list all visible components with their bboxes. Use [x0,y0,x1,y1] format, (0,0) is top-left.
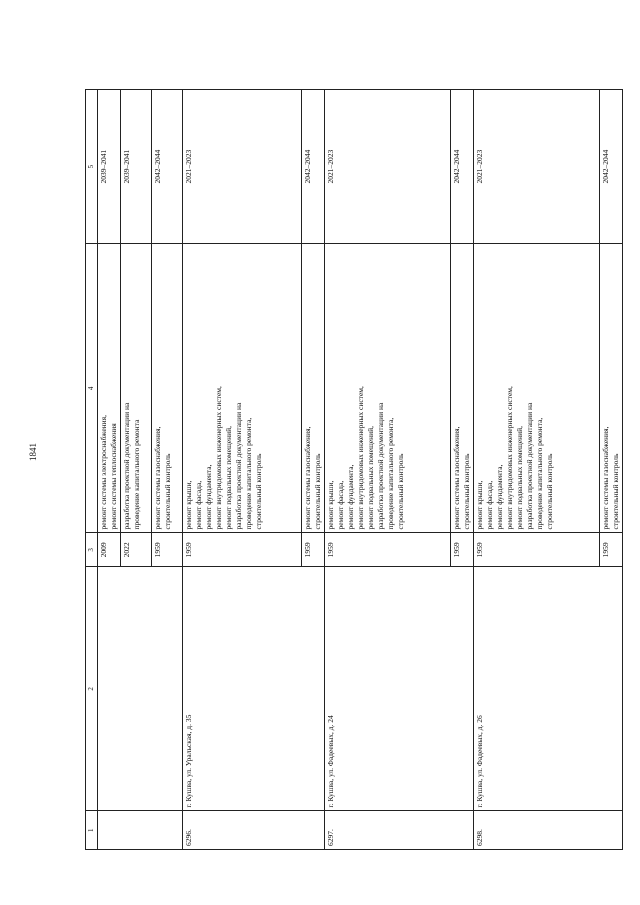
year-cell: 1959 [183,533,302,567]
address-cell: г. Кушва, ул. Фадеевых, д. 24 [325,567,474,811]
works-cell [474,244,600,533]
work-line: ремонт системы электроснабжения, [99,415,108,530]
period-cell: 2039–2041 [98,90,121,244]
header-col-period: 5 [86,90,98,244]
period-cell: 2042–2044 [600,90,623,244]
entry-number-cell: 6297. [325,811,474,850]
address-cell: г. Кушва, ул. Уральская, д. 35 [183,567,325,811]
entry-number-cell: 6298. [474,811,623,850]
header-col-address: 2 [86,567,98,811]
works-cell [121,244,152,533]
work-line: строительный контроль [545,453,554,530]
work-line: ремонт фундамента, [204,464,213,530]
work-line: ремонт системы газоснабжения, [153,426,162,530]
work-line: ремонт системы газоснабжения, [452,426,461,530]
page-number: 1841 [28,443,38,461]
work-line: ремонт системы газоснабжения, [601,426,610,530]
header-col-year: 3 [86,533,98,567]
work-line: ремонт системы теплоснабжения [109,423,118,530]
work-line: ремонт фасада, [194,480,203,530]
work-line: ремонт подвальных помещений, [224,426,233,530]
work-line: ремонт внутридомовых инженерных систем, [505,386,514,530]
repair-schedule-table [85,89,623,850]
table-row [474,90,600,850]
work-line: ремонт крыши, [475,480,484,530]
work-line: ремонт фасада, [485,480,494,530]
works-cell [302,244,325,533]
work-line: ремонт подвальных помещений, [366,426,375,530]
year-cell: 1959 [302,533,325,567]
works-cell [98,244,121,533]
work-line: ремонт системы газоснабжения, [303,426,312,530]
work-line: ремонт фасада, [336,480,345,530]
works-cell [451,244,474,533]
work-line: строительный контроль [313,453,322,530]
period-cell: 2021–2023 [325,90,451,244]
table-frame [85,89,620,850]
period-cell: 2042–2044 [302,90,325,244]
work-line: ремонт крыши, [184,480,193,530]
work-line: проведение капитального ремонта, [386,417,395,530]
year-cell: 2022 [121,533,152,567]
table-row [98,90,121,850]
work-line: ремонт внутридомовых инженерных систем, [356,386,365,530]
rotated-table-wrapper [85,89,620,850]
period-cell: 2021–2023 [474,90,600,244]
period-cell: 2042–2044 [152,90,183,244]
work-line: ремонт подвальных помещений, [515,426,524,530]
work-line: строительный контроль [254,453,263,530]
table-body [86,90,623,850]
work-line: разработка проектной документации на [525,402,534,530]
work-line: разработка проектной документации на [234,402,243,530]
period-cell: 2039–2041 [121,90,152,244]
works-cell [183,244,302,533]
year-cell: 1959 [474,533,600,567]
year-cell: 1959 [451,533,474,567]
work-line: проведение капитального ремонта, [535,417,544,530]
year-cell: 2009 [98,533,121,567]
year-cell: 1959 [152,533,183,567]
entry-number-cell: 6296. [183,811,325,850]
work-line: ремонт внутридомовых инженерных систем, [214,386,223,530]
table-row [325,90,451,850]
works-cell [600,244,623,533]
work-line: строительный контроль [163,453,172,530]
work-line: строительный контроль [462,453,471,530]
work-line: проведение капитального ремонта, [244,417,253,530]
year-cell: 1959 [325,533,451,567]
work-line: ремонт фундамента, [495,464,504,530]
works-cell [152,244,183,533]
work-line: строительный контроль [611,453,620,530]
works-cell [325,244,451,533]
work-line: строительный контроль [396,453,405,530]
address-cell: г. Кушва, ул. Фадеевых, д. 26 [474,567,623,811]
work-line: проведение капитального ремонта [132,419,141,530]
header-col-number: 1 [86,811,98,850]
entry-number-cell [98,811,183,850]
table-row [183,90,302,850]
work-line: ремонт крыши, [326,480,335,530]
work-line: разработка проектной документации на [376,402,385,530]
year-cell: 1959 [600,533,623,567]
header-col-works: 4 [86,244,98,533]
work-line: ремонт фундамента, [346,464,355,530]
period-cell: 2042–2044 [451,90,474,244]
header-row [86,90,98,850]
work-line: разработка проектной документации на [122,402,131,530]
period-cell: 2021–2023 [183,90,302,244]
address-cell [98,567,183,811]
